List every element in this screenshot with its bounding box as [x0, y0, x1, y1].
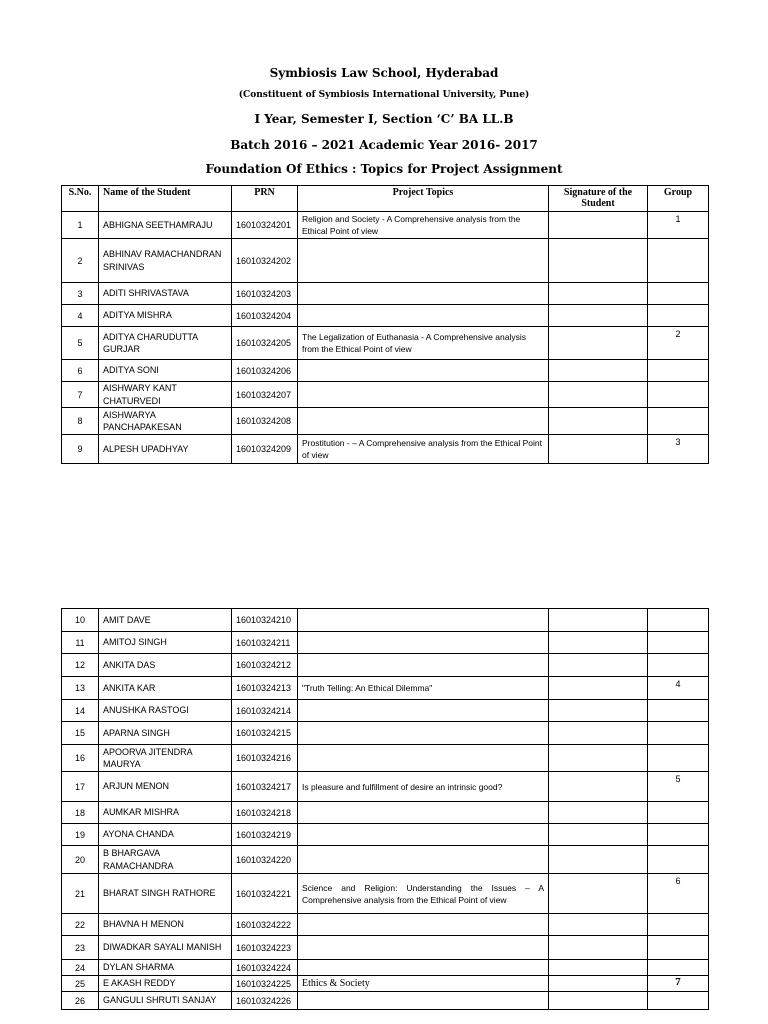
row-student-name: AMITOJ SINGH: [99, 632, 232, 654]
row-prn: 16010324220: [232, 846, 298, 874]
row-group: [648, 305, 709, 327]
table-row: [62, 772, 709, 802]
row-student-name: ABHIGNA SEETHAMRAJU: [99, 212, 232, 239]
row-sno: 18: [62, 802, 99, 824]
row-prn: 16010324207: [232, 382, 298, 408]
col-header-signature: Signature of the Student: [549, 186, 648, 212]
row-signature: [549, 408, 648, 435]
table-row: [62, 212, 709, 239]
row-sno: 19: [62, 824, 99, 846]
row-prn: 16010324203: [232, 283, 298, 305]
row-project-topic: [298, 654, 549, 677]
row-prn: 16010324212: [232, 654, 298, 677]
row-sno: 24: [62, 960, 99, 976]
row-prn: 16010324204: [232, 305, 298, 327]
row-group: [648, 745, 709, 772]
row-sno: 5: [62, 327, 99, 360]
row-group: [648, 722, 709, 745]
col-header-prn: PRN: [232, 186, 298, 212]
table-row: [62, 632, 709, 654]
project-table-2: [61, 608, 709, 1010]
row-group: [648, 992, 709, 1010]
row-signature: [549, 435, 648, 464]
table-row: [62, 435, 709, 464]
col-header-name: Name of the Student: [99, 186, 232, 212]
row-project-topic: [298, 239, 549, 283]
row-student-name: AISHWARYA PANCHAPAKESAN: [99, 408, 232, 435]
row-project-topic: [298, 936, 549, 960]
row-group: [648, 700, 709, 722]
row-project-topic: [298, 745, 549, 772]
row-project-topic: "Truth Telling: An Ethical Dilemma": [298, 677, 549, 700]
table-row: [62, 802, 709, 824]
row-project-topic: The Legalization of Euthanasia - A Comprehensive analysis from the Ethical Point of view: [298, 327, 549, 360]
table-row: [62, 327, 709, 360]
table-row: [62, 654, 709, 677]
row-group: 3: [648, 435, 709, 464]
row-sno: 26: [62, 992, 99, 1010]
row-signature: [549, 239, 648, 283]
row-sno: 6: [62, 360, 99, 382]
table-row: [62, 283, 709, 305]
row-prn: 16010324215: [232, 722, 298, 745]
row-sno: 1: [62, 212, 99, 239]
row-student-name: APOORVA JITENDRA MAURYA: [99, 745, 232, 772]
table-row: [62, 305, 709, 327]
year-section-heading: I Year, Semester I, Section ‘C’ BA LL.B: [254, 112, 514, 126]
row-signature: [549, 936, 648, 960]
row-student-name: DIWADKAR SAYALI MANISH: [99, 936, 232, 960]
row-project-topic: [298, 382, 549, 408]
row-group: 4: [648, 677, 709, 700]
row-prn: 16010324201: [232, 212, 298, 239]
table-row: [62, 677, 709, 700]
row-group: [648, 382, 709, 408]
row-prn: 16010324214: [232, 700, 298, 722]
table-row: [62, 382, 709, 408]
row-signature: [549, 846, 648, 874]
table-row: [62, 824, 709, 846]
row-group: 1: [648, 212, 709, 239]
row-group: [648, 632, 709, 654]
row-signature: [549, 745, 648, 772]
row-project-topic: [298, 305, 549, 327]
row-student-name: E AKASH REDDY: [99, 976, 232, 992]
table-row: [62, 700, 709, 722]
row-signature: [549, 802, 648, 824]
row-student-name: ARJUN MENON: [99, 772, 232, 802]
row-student-name: AYONA CHANDA: [99, 824, 232, 846]
row-prn: 16010324222: [232, 914, 298, 936]
row-project-topic: [298, 846, 549, 874]
row-student-name: AUMKAR MISHRA: [99, 802, 232, 824]
row-group: [648, 408, 709, 435]
row-signature: [549, 212, 648, 239]
row-group: [648, 824, 709, 846]
table-row: [62, 960, 709, 976]
row-student-name: AISHWARY KANT CHATURVEDI: [99, 382, 232, 408]
table-row: [62, 914, 709, 936]
row-prn: 16010324202: [232, 239, 298, 283]
row-signature: [549, 632, 648, 654]
row-student-name: ADITYA CHARUDUTTA GURJAR: [99, 327, 232, 360]
row-sno: 3: [62, 283, 99, 305]
row-student-name: ANUSHKA RASTOGI: [99, 700, 232, 722]
row-signature: [549, 305, 648, 327]
row-project-topic: [298, 802, 549, 824]
row-group: [648, 802, 709, 824]
row-project-topic: [298, 408, 549, 435]
row-sno: 10: [62, 609, 99, 632]
row-group: 7: [648, 976, 709, 992]
row-group: 5: [648, 772, 709, 802]
table-row: [62, 992, 709, 1010]
row-sno: 22: [62, 914, 99, 936]
constituent-subtitle: (Constituent of Symbiosis International University, Pune): [238, 90, 530, 100]
row-signature: [549, 722, 648, 745]
row-sno: 8: [62, 408, 99, 435]
col-header-sno: S.No.: [62, 186, 99, 212]
row-signature: [549, 976, 648, 992]
row-student-name: AMIT DAVE: [99, 609, 232, 632]
row-group: [648, 239, 709, 283]
row-project-topic: [298, 992, 549, 1010]
row-group: [648, 609, 709, 632]
table-row: [62, 846, 709, 874]
row-sno: 4: [62, 305, 99, 327]
row-student-name: APARNA SINGH: [99, 722, 232, 745]
row-prn: 16010324225: [232, 976, 298, 992]
row-sno: 7: [62, 382, 99, 408]
row-project-topic: Prostitution - – A Comprehensive analysis from the Ethical Point of view: [298, 435, 549, 464]
row-sno: 2: [62, 239, 99, 283]
row-prn: 16010324213: [232, 677, 298, 700]
row-student-name: ADITYA MISHRA: [99, 305, 232, 327]
row-signature: [549, 874, 648, 914]
row-student-name: ABHINAV RAMACHANDRAN SRINIVAS: [99, 239, 232, 283]
row-sno: 21: [62, 874, 99, 914]
row-group: [648, 283, 709, 305]
row-project-topic: [298, 700, 549, 722]
row-signature: [549, 700, 648, 722]
row-sno: 17: [62, 772, 99, 802]
row-group: 2: [648, 327, 709, 360]
row-project-topic: [298, 914, 549, 936]
row-signature: [549, 654, 648, 677]
row-student-name: B BHARGAVA RAMACHANDRA: [99, 846, 232, 874]
row-prn: 16010324209: [232, 435, 298, 464]
table-row: [62, 408, 709, 435]
row-sno: 9: [62, 435, 99, 464]
row-signature: [549, 992, 648, 1010]
row-sno: 16: [62, 745, 99, 772]
row-prn: 16010324223: [232, 936, 298, 960]
row-student-name: ADITI SHRIVASTAVA: [99, 283, 232, 305]
table-row: [62, 745, 709, 772]
row-group: [648, 846, 709, 874]
table-row: [62, 722, 709, 745]
row-student-name: BHARAT SINGH RATHORE: [99, 874, 232, 914]
row-project-topic: [298, 360, 549, 382]
row-sno: 11: [62, 632, 99, 654]
row-signature: [549, 772, 648, 802]
row-project-topic: [298, 722, 549, 745]
row-project-topic: [298, 960, 549, 976]
row-group: 6: [648, 874, 709, 914]
row-signature: [549, 609, 648, 632]
row-student-name: BHAVNA H MENON: [99, 914, 232, 936]
project-table-1: [61, 185, 709, 464]
table-row: [62, 874, 709, 914]
row-group: [648, 960, 709, 976]
row-project-topic: [298, 609, 549, 632]
row-signature: [549, 327, 648, 360]
row-project-topic: Is pleasure and fulfillment of desire an intrinsic good?: [298, 772, 549, 802]
row-prn: 16010324218: [232, 802, 298, 824]
row-student-name: ALPESH UPADHYAY: [99, 435, 232, 464]
row-prn: 16010324208: [232, 408, 298, 435]
table-row: [62, 239, 709, 283]
row-student-name: ANKITA DAS: [99, 654, 232, 677]
row-project-topic: Ethics & Society: [298, 976, 549, 992]
row-group: [648, 914, 709, 936]
row-sno: 14: [62, 700, 99, 722]
row-prn: 16010324226: [232, 992, 298, 1010]
row-prn: 16010324217: [232, 772, 298, 802]
institution-title: Symbiosis Law School, Hyderabad: [269, 66, 499, 80]
row-signature: [549, 960, 648, 976]
row-prn: 16010324224: [232, 960, 298, 976]
subject-heading: Foundation Of Ethics : Topics for Project Assignment: [205, 162, 563, 176]
row-signature: [549, 824, 648, 846]
row-prn: 16010324206: [232, 360, 298, 382]
row-prn: 16010324221: [232, 874, 298, 914]
row-student-name: GANGULI SHRUTI SANJAY: [99, 992, 232, 1010]
col-header-group: Group: [648, 186, 709, 212]
row-sno: 15: [62, 722, 99, 745]
row-project-topic: [298, 824, 549, 846]
row-project-topic: [298, 283, 549, 305]
row-sno: 12: [62, 654, 99, 677]
row-group: [648, 360, 709, 382]
row-prn: 16010324211: [232, 632, 298, 654]
row-prn: 16010324219: [232, 824, 298, 846]
row-sno: 13: [62, 677, 99, 700]
row-project-topic: Religion and Society - A Comprehensive analysis from the Ethical Point of view: [298, 212, 549, 239]
row-signature: [549, 914, 648, 936]
row-sno: 23: [62, 936, 99, 960]
row-signature: [549, 677, 648, 700]
col-header-topic: Project Topics: [298, 186, 549, 212]
table-row: [62, 360, 709, 382]
row-signature: [549, 382, 648, 408]
batch-heading: Batch 2016 – 2021 Academic Year 2016- 2017: [230, 138, 538, 152]
row-signature: [549, 283, 648, 305]
row-prn: 16010324216: [232, 745, 298, 772]
row-student-name: ANKITA KAR: [99, 677, 232, 700]
table-row: [62, 609, 709, 632]
row-prn: 16010324205: [232, 327, 298, 360]
row-sno: 25: [62, 976, 99, 992]
table-row: [62, 936, 709, 960]
row-prn: 16010324210: [232, 609, 298, 632]
row-signature: [549, 360, 648, 382]
row-student-name: ADITYA SONI: [99, 360, 232, 382]
row-sno: 20: [62, 846, 99, 874]
table-row: [62, 976, 709, 992]
table-2-body: [62, 609, 709, 1010]
row-group: [648, 654, 709, 677]
row-project-topic: Science and Religion: Understanding the Issues – A Comprehensive analysis from the Ethical Point of view: [298, 874, 549, 914]
row-group: [648, 936, 709, 960]
row-project-topic: [298, 632, 549, 654]
row-student-name: DYLAN SHARMA: [99, 960, 232, 976]
table-1-body: [62, 212, 709, 464]
